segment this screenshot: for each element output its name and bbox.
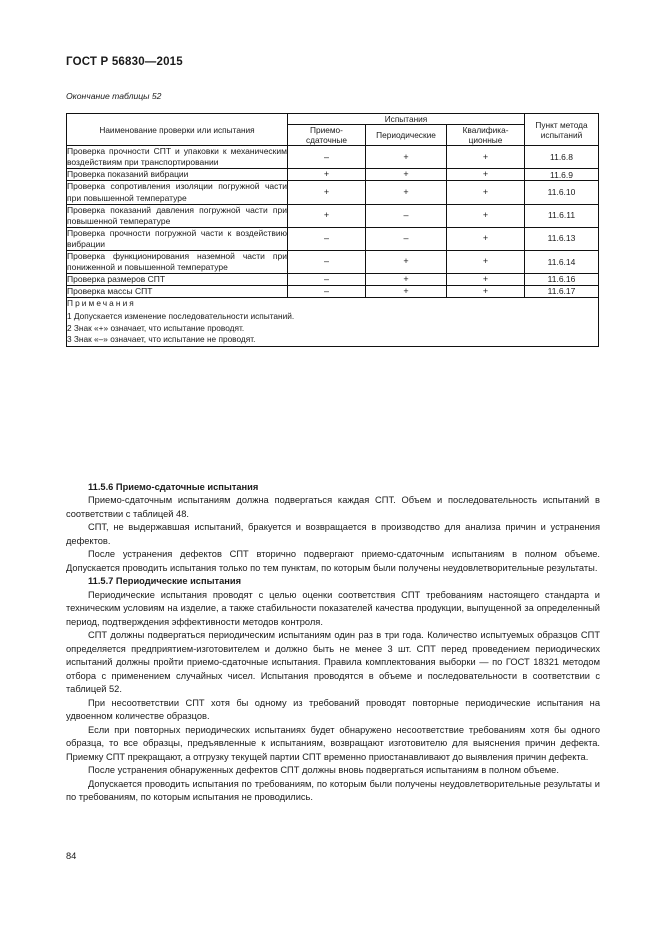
cell-acceptance: –	[288, 227, 366, 250]
body-content	[66, 481, 600, 805]
section-11-5-7	[66, 575, 600, 804]
column-header-clause-line1: Пункт метода	[535, 119, 588, 130]
paragraph: СПТ должны подвергаться периодическим испытаниям один раз в три года. Количество испытуемых образцов СПТ определяется предприятием-изготовителем и должно быть не менее 3 шт. СПТ перед проведением периодических испытаний должны пройти приемо-сдаточные испытания. Правила комплектования выборки — по ГОСТ 18321 методом отбора с применением случайных чисел. Испытания проводятся в объеме и последовательности в соответствии с таблицей 52.	[66, 630, 600, 695]
cell-test-name: Проверка функционирования наземной части при пониженной и повышенной температуре	[67, 250, 287, 272]
column-header-qualification-line1: Квалифика-	[462, 125, 509, 136]
table-caption: Окончание таблицы 52	[66, 91, 162, 101]
cell-acceptance: –	[288, 250, 366, 273]
cell-periodic: –	[366, 204, 447, 227]
cell-periodic: +	[366, 250, 447, 273]
table-notes-title: Примечания	[67, 297, 136, 308]
column-header-periodic	[366, 125, 447, 146]
table-body	[67, 146, 599, 347]
cell-test-name: Проверка показаний вибрации	[67, 169, 288, 181]
table-row	[67, 250, 599, 273]
paragraph: Допускается проводить испытания по требованиям, по которым были получены неудовлетворительные результаты и по требованиям, по которым испытания не проводились.	[66, 778, 600, 803]
cell-clause: 11.6.13	[525, 227, 599, 250]
paragraph: После устранения дефектов СПТ вторично подвергают приемо-сдаточным испытаниям в полном объеме. Допускается проводить испытания только по тем пунктам, по которым были получены неудовлетворительные результаты.	[66, 549, 600, 573]
cell-clause: 11.6.8	[525, 146, 599, 169]
paragraph: Приемо-сдаточным испытаниям должна подвергаться каждая СПТ. Объем и последовательность испытаний в соответствии с таблицей 48.	[66, 495, 600, 519]
table-notes	[67, 297, 599, 346]
cell-clause: 11.6.10	[525, 181, 599, 204]
table-row	[67, 169, 599, 181]
table-notes-row	[67, 297, 599, 346]
table-note-item: 2 Знак «+» означает, что испытание проводят.	[67, 322, 245, 333]
paragraph: Если при повторных периодических испытаниях будет обнаружено несоответствие требованиям хотя бы одного образца, то все образцы, предъявленные к испытаниям, возвращают изготовителю для выяснения причин дефекта. Приемку СПТ прекращают, а отгрузку текущей партии СПТ временно приостанавливают до выявления причин дефекта.	[66, 724, 600, 762]
cell-clause: 11.6.17	[525, 285, 599, 297]
column-header-acceptance-line2: сдаточные	[305, 135, 348, 146]
cell-qualification: +	[447, 250, 525, 273]
cell-qualification: +	[447, 227, 525, 250]
table-row	[67, 227, 599, 250]
paragraph: Периодические испытания проводят с целью оценки соответствия СПТ требованиям настоящего стандарта и техническим условиям на изделие, а также стабильности показателей качества продукции, выпущенной за определенный период, подтверждения эффективности методов контроля.	[66, 589, 600, 627]
cell-periodic: +	[366, 169, 447, 181]
paragraph: После устранения обнаруженных дефектов СПТ должны вновь подвергаться испытаниям в полном объеме.	[88, 765, 559, 776]
column-header-clause	[525, 114, 599, 146]
cell-qualification: +	[447, 169, 525, 181]
cell-test-name: Проверка сопротивления изоляции погружной части при повышенной температуре	[67, 181, 287, 203]
column-header-acceptance-line1: Приемо-	[310, 125, 343, 136]
cell-qualification: +	[447, 146, 525, 169]
test-plan-table	[66, 113, 599, 347]
paragraph: СПТ, не выдержавшая испытаний, бракуется и возвращается в производство для анализа причин и устранения дефектов.	[66, 522, 600, 546]
cell-clause: 11.6.11	[525, 204, 599, 227]
column-header-acceptance	[288, 125, 366, 146]
cell-qualification: +	[447, 204, 525, 227]
cell-qualification: +	[447, 285, 525, 297]
table-header-row-1	[67, 114, 599, 125]
cell-clause: 11.6.14	[525, 250, 599, 273]
column-header-clause-line2: испытаний	[540, 129, 583, 140]
cell-clause: 11.6.16	[525, 273, 599, 285]
cell-test-name: Проверка размеров СПТ	[67, 273, 288, 285]
column-group-header-tests: Испытания	[288, 114, 525, 125]
cell-test-name: Проверка прочности СПТ и упаковки к механическим воздействиям при транспортировании	[67, 146, 287, 168]
cell-periodic: +	[366, 285, 447, 297]
cell-acceptance: +	[288, 181, 366, 204]
cell-acceptance: –	[288, 285, 366, 297]
table-row	[67, 181, 599, 204]
cell-periodic: +	[366, 146, 447, 169]
cell-test-name: Проверка массы СПТ	[67, 285, 288, 297]
table-note-item: 3 Знак «–» означает, что испытание не проводят.	[67, 334, 256, 345]
cell-periodic: –	[366, 227, 447, 250]
page-number: 84	[66, 851, 77, 861]
cell-test-name: Проверка показаний давления погружной части при повышенной температуре	[67, 204, 287, 226]
cell-acceptance: –	[288, 273, 366, 285]
cell-test-name: Проверка прочности погружной части к воздействию вибрации	[67, 227, 287, 249]
cell-periodic: +	[366, 181, 447, 204]
column-header-qualification-line2: ционные	[468, 135, 503, 146]
cell-acceptance: +	[288, 169, 366, 181]
table-note-item: 1 Допускается изменение последовательности испытаний.	[67, 310, 295, 321]
column-header-periodic-line1: Периодические	[376, 130, 436, 141]
table-row	[67, 285, 599, 297]
table-row	[67, 146, 599, 169]
cell-clause: 11.6.9	[525, 169, 599, 181]
cell-qualification: +	[447, 273, 525, 285]
test-plan-table-container	[66, 113, 598, 347]
running-head-standard-number: ГОСТ Р 56830—2015	[66, 56, 183, 68]
column-header-name: Наименование проверки или испытания	[67, 114, 288, 146]
cell-qualification: +	[447, 181, 525, 204]
section-11-5-6	[66, 481, 600, 575]
cell-acceptance: –	[288, 146, 366, 169]
cell-acceptance: +	[288, 204, 366, 227]
section-heading-11-5-7: 11.5.7 Периодические испытания	[88, 576, 241, 587]
cell-periodic: +	[366, 273, 447, 285]
column-header-qualification	[447, 125, 525, 146]
table-header	[67, 114, 599, 146]
table-row	[67, 204, 599, 227]
table-row	[67, 273, 599, 285]
paragraph: При несоответствии СПТ хотя бы одному из требований проводят повторные периодические испытания на удвоенном количестве образцов.	[66, 697, 600, 722]
section-heading-11-5-6: 11.5.6 Приемо-сдаточные испытания	[88, 482, 259, 492]
